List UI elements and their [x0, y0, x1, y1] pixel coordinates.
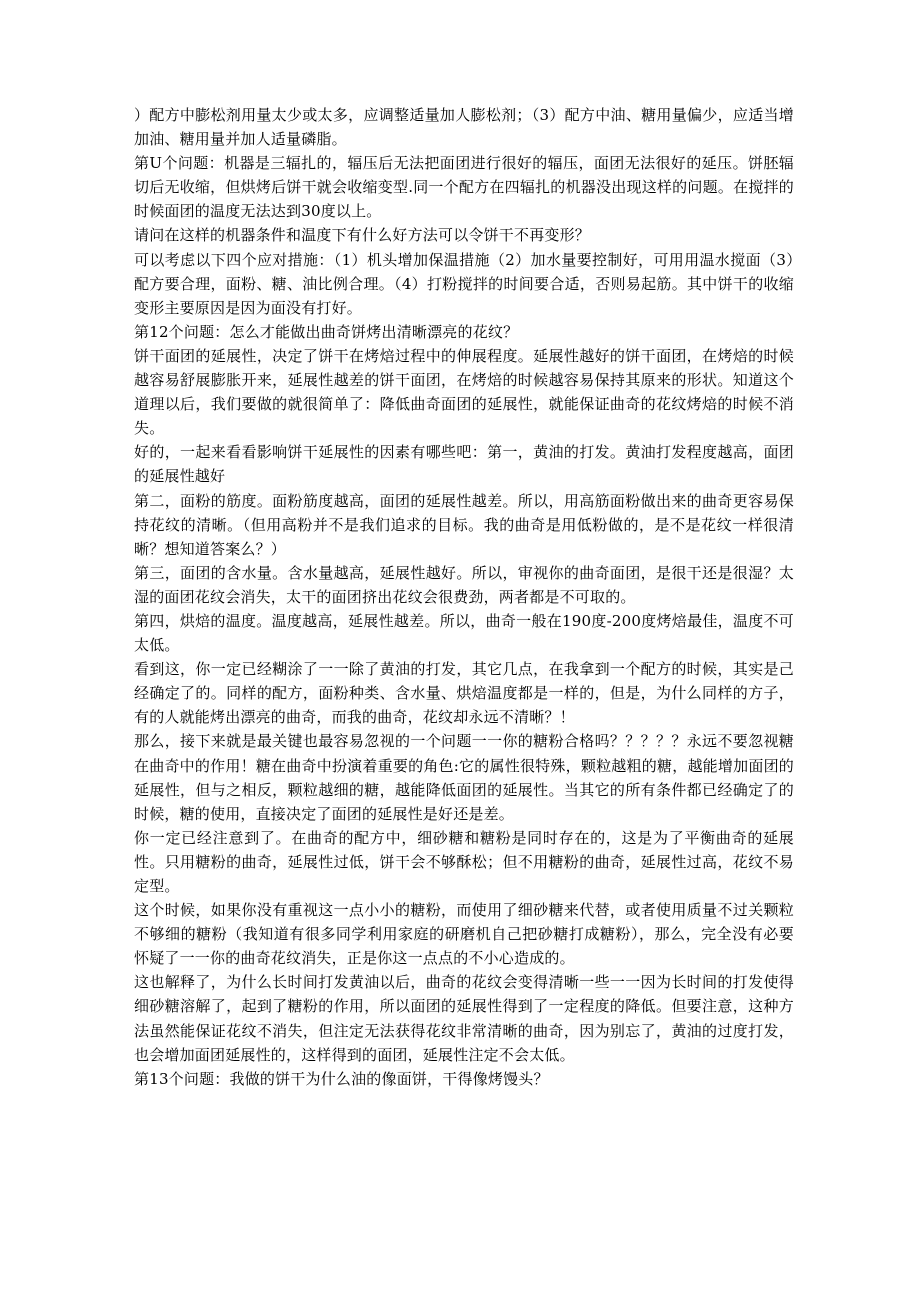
document-body	[134, 103, 794, 1091]
paragraph-sugar-powder: 那么，接下来就是最关键也最容易忽视的一个问题一一你的糖粉合格吗？？？？？永远不要忽视糖在曲奇中的作用！糖在曲奇中扮演着重要的角色:它的属性很特殊，颗粒越粗的糖，越能增加面团的延展性，但与之相反，颗粒越细的糖，越能降低面团的延展性。当其它的所有条件都已经确定了的时候，糖的使用，直接决定了面团的延展性是好还是差。	[134, 732, 794, 823]
paragraph-dough-extensibility: 饼干面团的延展性，决定了饼干在烤焙过程中的伸展程度。延展性越好的饼干面团，在烤焙的时候越容易舒展膨胀开来，延展性越差的饼干面团，在烤焙的时候越容易保持其原来的形状。知道这个道理以后，我们要做的就很简单了：降低曲奇面团的延展性，就能保证曲奇的花纹烤焙的时候不消失。	[134, 346, 794, 438]
paragraph-factor-flour: 第二，面粉的筋度。面粉筋度越高，面团的延展性越差。所以，用高筋面粉做出来的曲奇更容易保持花纹的清晰。（但用高粉并不是我们追求的目标。我的曲奇是用低粉做的，是不是花纹一样很清晰？想知道答案么？）	[134, 491, 794, 558]
paragraph-balance: 你一定已经注意到了。在曲奇的配方中，细砂糖和糖粉是同时存在的，这是为了平衡曲奇的延展性。只用糖粉的曲奇，延展性过低，饼干会不够酥松；但不用糖粉的曲奇，延展性过高，花纹不易定型。	[134, 828, 794, 895]
question-12-heading: 第12个问题：怎么才能做出曲奇饼烤出清晰漂亮的花纹？	[134, 322, 519, 341]
question-u-ask: 请问在这样的机器条件和温度下有什么好方法可以令饼干不再变形？	[134, 226, 591, 245]
question-u-heading: 第U个问题：机器是三辐扎的，辐压后无法把面团进行很好的辐压，面团无法很好的延压。饼胚辐切后无收缩，但烘烤后饼干就会收缩变型.同一个配方在四辐扎的机器没出现这样的问题。在搅拌的时候面团的温度无法达到30度以上。	[134, 154, 794, 221]
paragraph-leavening-oil-sugar: ）配方中膨松剂用量太少或太多，应调整适量加人膨松剂；（3）配方中油、糖用量偏少，应适当增加油、糖用量并加人适量磷脂。	[134, 106, 794, 149]
paragraph-explanation: 这也解释了，为什么长时间打发黄油以后，曲奇的花纹会变得清晰一些一一因为长时间的打发使得细砂糖溶解了，起到了糖粉的作用，所以面团的延展性得到了一定程度的降低。但要注意，这种方法虽然能保证花纹不消失，但注定无法获得花纹非常清晰的曲奇，因为别忘了，黄油的过度打发，也会增加面团延展性的，这样得到的面团，延展性注定不会太低。	[134, 973, 794, 1064]
paragraph-substitute: 这个时候，如果你没有重视这一点小小的糖粉，而使用了细砂糖来代替，或者使用质量不过关颗粒不够细的糖粉（我知道有很多同学利用家庭的研磨机自己把砂糖打成糖粉），那么，完全没有必要怀疑了一一你的曲奇花纹消失，正是你这一点点的不小心造成的。	[134, 901, 794, 968]
paragraph-factor-butter: 好的，一起来看看影响饼干延展性的因素有哪些吧：第一，黄油的打发。黄油打发程度越高，面团的延展性越好	[134, 443, 794, 486]
paragraph-factor-temperature: 第四，烘焙的温度。温度越高，延展性越差。所以，曲奇一般在190度-200度烤焙最佳，温度不可太低。	[134, 611, 794, 655]
paragraph-factor-water: 第三，面团的含水量。含水量越高，延展性越好。所以，审视你的曲奇面团，是很干还是很湿？太湿的面团花纹会消失，太干的面团挤出花纹会很费劲，两者都是不可取的。	[134, 563, 794, 606]
paragraph-confusion: 看到这，你一定已经糊涂了一一除了黄油的打发，其它几点，在我拿到一个配方的时候，其实是己经确定了的。同样的配方，面粉种类、含水量、烘焙温度都是一样的，但是，为什么同样的方子，有的人就能烤出漂亮的曲奇，而我的曲奇，花纹却永远不清晰？！	[134, 660, 794, 727]
question-13-heading: 第13个问题：我做的饼干为什么油的像面饼，干得像烤馒头？	[134, 1069, 549, 1088]
question-u-answer: 可以考虑以下四个应对措施：（1）机头增加保温措施（2）加水量要控制好，可用用温水搅面（3）配方要合理，面粉、糖、油比例合理。（4）打粉搅拌的时间要合适，否则易起筋。其中饼干的收缩变形主要原因是因为面没有打好。	[134, 250, 794, 317]
